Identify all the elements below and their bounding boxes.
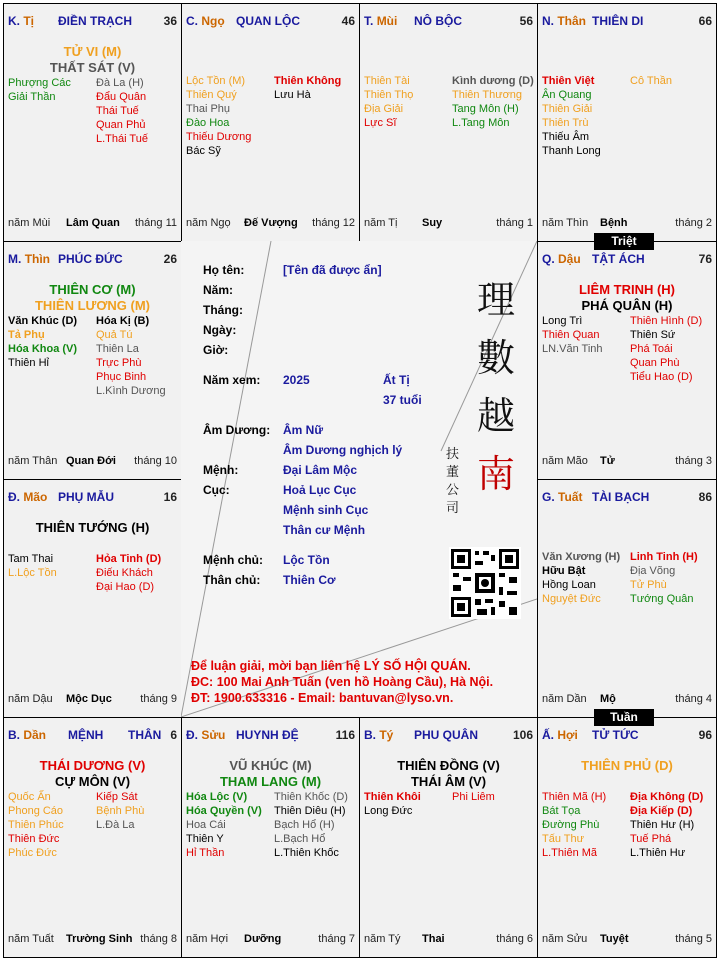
- minor-stars-right: [452, 74, 534, 130]
- at-ti-value: Ất Tị: [383, 373, 410, 387]
- palace-cell-mui[interactable]: [359, 3, 538, 242]
- minor-star: L.Lộc Tồn: [8, 567, 57, 579]
- am-duong-value: Âm Nữ: [283, 423, 324, 437]
- year-label: năm Ngọ: [186, 217, 231, 229]
- ho-ten-label: Họ tên:: [203, 263, 245, 277]
- minor-star: L.Tang Môn: [452, 117, 510, 129]
- minor-stars-right: [96, 76, 148, 146]
- minor-star: Văn Xương (H): [542, 551, 621, 563]
- month-label: tháng 10: [134, 455, 177, 467]
- minor-star: Thiên Diêu (H): [274, 805, 346, 817]
- minor-star: Bát Tọa: [542, 805, 581, 817]
- cuc-label: Cục:: [203, 483, 230, 497]
- minor-star: Thiên Phúc: [8, 819, 64, 831]
- contact-line-1: Để luận giải, mời bạn liên hệ LÝ SỐ HỘI QUÁN.: [191, 659, 471, 673]
- palace-number: 36: [163, 14, 177, 28]
- chi-label: Sửu: [201, 728, 226, 742]
- palace-cell-dau[interactable]: [537, 241, 717, 480]
- minor-star: Đẩu Quân: [96, 91, 147, 103]
- minor-star: Bạch Hổ (H): [274, 819, 335, 831]
- chi-label: Hợi: [557, 728, 578, 742]
- minor-stars-left: [8, 314, 77, 370]
- minor-star: L.Bạch Hổ: [274, 833, 326, 845]
- minor-star: Bác Sỹ: [186, 145, 221, 157]
- than-chu-label: Thân chủ:: [203, 573, 261, 587]
- minor-star: L.Thái Tuế: [96, 133, 148, 145]
- truong-sinh-label: Dưỡng: [244, 933, 282, 945]
- can-label: C.: [186, 14, 198, 28]
- minor-star: Tả Phụ: [8, 329, 45, 341]
- chi-label: Mùi: [376, 14, 398, 28]
- minor-star: Thiên Y: [186, 833, 224, 845]
- ngay-label: Ngày:: [203, 323, 237, 337]
- chi-label: Tị: [23, 14, 35, 28]
- palace-number: 16: [163, 490, 177, 504]
- triet-badge: Triệt: [594, 233, 654, 250]
- menh-value: Đại Lâm Mộc: [283, 463, 358, 477]
- minor-star: Địa Giải: [364, 103, 404, 115]
- minor-star: Thiên Tài: [364, 75, 410, 87]
- can-label: B.: [8, 728, 20, 742]
- minor-star: Hỏa Tinh (D): [96, 553, 162, 565]
- palace-cell-tuat[interactable]: [537, 479, 717, 718]
- minor-star: Thiên Mã (H): [542, 791, 607, 803]
- minor-star: L.Thiên Khốc: [274, 847, 339, 859]
- chi-label: Ngọ: [201, 14, 225, 28]
- minor-star: Tang Môn (H): [452, 103, 519, 115]
- minor-star: Phi Liêm: [452, 791, 495, 803]
- calligraphy-char-3: 越: [476, 394, 515, 438]
- minor-star: Phượng Các: [8, 77, 71, 89]
- truong-sinh-label: Tử: [600, 455, 615, 467]
- am-duong-note: Âm Dương nghịch lý: [283, 443, 403, 457]
- minor-star: Lực Sĩ: [364, 117, 397, 129]
- minor-stars-left: [186, 74, 251, 158]
- menh-label: Mệnh:: [203, 463, 239, 477]
- minor-star: Trực Phù: [96, 357, 142, 369]
- palace-name: QUAN LỘC: [236, 14, 300, 28]
- minor-star: Lưu Hà: [274, 89, 311, 101]
- minor-star: Phong Cáo: [8, 805, 64, 817]
- palace-number: 116: [335, 728, 355, 742]
- minor-star: Thiếu Dương: [186, 131, 252, 143]
- minor-star: Hóa Khoa (V): [8, 343, 78, 355]
- gio-label: Giờ:: [203, 343, 229, 357]
- nam-label: Năm:: [203, 283, 234, 297]
- month-label: tháng 4: [675, 693, 712, 705]
- truong-sinh-label: Mộ: [600, 693, 616, 705]
- minor-star: Tiểu Hao (D): [630, 371, 693, 383]
- minor-star: Long Đức: [364, 805, 413, 817]
- main-star: PHÁ QUÂN (H): [581, 298, 673, 313]
- calligraphy-char-4: 南: [476, 452, 515, 496]
- minor-star: Cô Thần: [630, 75, 672, 87]
- minor-star: Thiếu Âm: [542, 131, 590, 143]
- year-label: năm Tị: [364, 217, 398, 229]
- year-label: năm Mão: [542, 455, 588, 467]
- palace-cell-ty[interactable]: [359, 717, 538, 958]
- year-label: năm Sửu: [542, 933, 588, 945]
- minor-star: Thiên Khốc (D): [274, 791, 348, 803]
- palace-cell-dan[interactable]: [3, 717, 182, 958]
- chi-label: Tý: [379, 728, 394, 742]
- minor-star: Thiên Sứ: [630, 329, 676, 341]
- minor-star: L.Thiên Mã: [542, 847, 598, 859]
- contact-line-2: ĐC: 100 Mai Anh Tuấn (ven hồ Hoàng Cầu), Hà Nội.: [191, 675, 494, 689]
- month-label: tháng 6: [496, 933, 533, 945]
- palace-name: PHỤ MẪU: [58, 490, 114, 504]
- can-label: M.: [8, 252, 22, 266]
- truong-sinh-label: Đế Vượng: [244, 217, 298, 229]
- minor-star: Điếu Khách: [96, 567, 153, 579]
- minor-stars-right: [274, 790, 348, 860]
- minor-star: Thiên Đức: [8, 833, 60, 845]
- cuc-value: Hoả Lục Cục: [283, 483, 357, 497]
- minor-stars-left: [364, 790, 421, 818]
- year-label: năm Tý: [364, 933, 401, 945]
- chi-label: Dậu: [558, 252, 581, 266]
- minor-stars-right: [630, 314, 702, 384]
- palace-cell-hoi[interactable]: [537, 717, 717, 958]
- minor-star: Thiên Khôi: [364, 791, 421, 803]
- minor-stars-left: [542, 74, 601, 158]
- chi-label: Thân: [557, 14, 587, 28]
- month-label: tháng 3: [675, 455, 712, 467]
- minor-star: Hồng Loan: [542, 579, 596, 591]
- nam-xem-value: 2025: [283, 373, 310, 387]
- month-label: tháng 1: [496, 217, 533, 229]
- minor-star: Hữu Bật: [542, 565, 586, 577]
- thang-label: Tháng:: [203, 303, 243, 317]
- month-label: tháng 12: [312, 217, 355, 229]
- palace-number: 56: [519, 14, 533, 28]
- palace-number: 86: [698, 490, 712, 504]
- minor-star: Địa Kiếp (D): [630, 805, 693, 817]
- palace-name: TẬT ÁCH: [592, 252, 645, 266]
- minor-star: Long Trì: [542, 315, 583, 327]
- can-label: Q.: [542, 252, 555, 266]
- minor-star: Nguyệt Đức: [542, 593, 601, 605]
- minor-star: Tam Thai: [8, 553, 54, 565]
- month-label: tháng 7: [318, 933, 355, 945]
- minor-star: Thai Phụ: [186, 103, 231, 115]
- minor-star: Ân Quang: [542, 89, 592, 101]
- palace-number: 26: [163, 252, 177, 266]
- minor-star: Quốc Ấn: [8, 791, 51, 803]
- main-star: THÁI ÂM (V): [410, 774, 487, 789]
- year-label: năm Dậu: [8, 693, 53, 705]
- main-star: THẤT SÁT (V): [49, 60, 136, 75]
- menh-chu-label: Mệnh chủ:: [203, 553, 263, 567]
- palace-name: TÀI BẠCH: [592, 490, 650, 504]
- chi-label: Mão: [23, 490, 48, 504]
- minor-stars-left: [8, 76, 71, 104]
- minor-stars-left: [8, 552, 57, 580]
- menh-chu-value: Lộc Tồn: [283, 553, 330, 567]
- main-star: THIÊN TƯỚNG (H): [35, 520, 150, 535]
- palace-cell-suu[interactable]: [181, 717, 360, 958]
- truong-sinh-label: Suy: [422, 217, 443, 229]
- month-label: tháng 9: [140, 693, 177, 705]
- minor-star: Thiên Trù: [542, 117, 589, 129]
- month-label: tháng 11: [134, 217, 177, 229]
- minor-star: Tướng Quân: [630, 593, 694, 605]
- minor-star: Thiên La: [96, 343, 139, 355]
- minor-star: Thiên Hình (D): [630, 315, 703, 327]
- chi-label: Thìn: [24, 252, 51, 266]
- minor-star: Địa Không (D): [630, 791, 704, 803]
- minor-star: Hóa Lộc (V): [186, 791, 248, 803]
- minor-star: Hóa Quyền (V): [186, 805, 262, 817]
- palace-name: HUYNH ĐỆ: [236, 728, 299, 742]
- calligraphy-side-text: 扶董公司: [446, 447, 460, 516]
- minor-star: Thái Tuế: [96, 105, 139, 117]
- minor-star: Giải Thần: [8, 91, 56, 103]
- qr-code-icon[interactable]: [449, 547, 521, 619]
- month-label: tháng 2: [675, 217, 712, 229]
- year-label: năm Dần: [542, 693, 587, 705]
- truong-sinh-label: Quan Đới: [66, 455, 116, 467]
- minor-star: Kiếp Sát: [96, 791, 138, 803]
- minor-star: Địa Võng: [630, 565, 676, 577]
- main-star: THIÊN LƯƠNG (M): [34, 298, 151, 313]
- palace-number: 46: [341, 14, 355, 28]
- minor-star: Phúc Đức: [8, 847, 57, 859]
- minor-stars-right: [96, 552, 161, 594]
- year-label: năm Tuất: [8, 933, 54, 945]
- minor-star: Đường Phù: [542, 819, 600, 831]
- year-label: năm Thìn: [542, 217, 589, 229]
- palace-name: MỆNH: [68, 728, 104, 742]
- am-duong-label: Âm Dương:: [203, 423, 271, 437]
- can-label: B.: [364, 728, 376, 742]
- minor-star: Hóa Kị (B): [96, 315, 150, 327]
- minor-star: Thiên Hư (H): [630, 819, 695, 831]
- can-label: Ấ.: [542, 728, 554, 742]
- minor-star: Thiên Hỉ: [8, 357, 49, 369]
- truong-sinh-label: Mộc Dục: [66, 693, 112, 705]
- minor-star: Đà La (H): [96, 77, 144, 89]
- palace-cell-ti[interactable]: [3, 3, 182, 242]
- minor-star: Thiên Thương: [452, 89, 523, 101]
- calligraphy-seal: [466, 271, 526, 503]
- main-star: TỬ VI (M): [63, 44, 122, 59]
- minor-star: Thanh Long: [542, 145, 601, 157]
- palace-cell-mao[interactable]: [3, 479, 182, 718]
- minor-stars-right: [630, 74, 672, 88]
- minor-star: Đại Hao (D): [96, 581, 155, 593]
- month-label: tháng 5: [675, 933, 712, 945]
- truong-sinh-label: Tuyệt: [600, 933, 629, 945]
- main-star: THIÊN PHỦ (D): [581, 758, 673, 773]
- palace-name: PHÚC ĐỨC: [58, 252, 123, 266]
- minor-star: Thiên Việt: [542, 75, 595, 87]
- chi-label: Tuất: [558, 490, 583, 504]
- palace-number: 66: [698, 14, 712, 28]
- minor-star: Thiên Thọ: [364, 89, 414, 101]
- minor-star: Lộc Tồn (M): [186, 75, 246, 87]
- nam-xem-label: Năm xem:: [203, 373, 261, 387]
- main-star: LIÊM TRINH (H): [578, 282, 676, 297]
- can-label: Đ.: [8, 490, 20, 504]
- minor-stars-right: [96, 314, 166, 398]
- minor-star: L.Kình Dương: [96, 385, 166, 397]
- minor-star: Linh Tinh (H): [630, 551, 698, 563]
- minor-stars-left: [542, 314, 603, 356]
- palace-name: THIÊN DI: [592, 14, 644, 28]
- minor-star: L.Thiên Hư: [630, 847, 686, 859]
- can-label: Đ.: [186, 728, 198, 742]
- minor-star: Tuế Phá: [630, 833, 672, 845]
- minor-star: L.Đà La: [96, 819, 135, 831]
- minor-star: Thiên Không: [274, 75, 342, 87]
- palace-name: TỬ TỨC: [592, 728, 639, 742]
- minor-star: Hỉ Thần: [186, 847, 225, 859]
- minor-stars-left: [542, 550, 620, 606]
- minor-star: LN.Văn Tinh: [542, 343, 603, 355]
- minor-star: Thiên Giải: [542, 103, 593, 115]
- tuoi-value: 37 tuổi: [383, 393, 422, 407]
- palace-name: NÔ BỘC: [414, 14, 462, 28]
- can-label: G.: [542, 490, 555, 504]
- calligraphy-char-1: 理: [476, 278, 515, 322]
- than-label: THÂN: [128, 728, 162, 742]
- main-star: THÁI DƯƠNG (V): [39, 758, 146, 773]
- palace-number: 6: [170, 728, 177, 742]
- palace-name: PHU QUÂN: [414, 728, 479, 742]
- cuc-note-1: Mệnh sinh Cục: [283, 503, 369, 517]
- minor-stars-right: [96, 790, 144, 832]
- minor-star: Quả Tú: [96, 329, 133, 341]
- main-star: THIÊN CƠ (M): [49, 282, 136, 297]
- month-label: tháng 8: [140, 933, 177, 945]
- truong-sinh-label: Thai: [422, 933, 445, 945]
- cuc-note-2: Thân cư Mệnh: [283, 523, 366, 537]
- main-star: CỰ MÔN (V): [54, 774, 131, 789]
- minor-stars-left: [542, 790, 606, 860]
- calligraphy-char-2: 數: [476, 336, 515, 380]
- minor-stars-left: [186, 790, 262, 860]
- palace-name: ĐIỀN TRẠCH: [58, 14, 132, 28]
- tuan-badge: Tuần: [594, 709, 654, 726]
- truong-sinh-label: Trường Sinh: [66, 933, 133, 945]
- chi-label: Dần: [23, 728, 47, 742]
- main-star: THIÊN ĐỒNG (V): [397, 758, 500, 773]
- minor-star: Tấu Thư: [542, 833, 585, 845]
- contact-line-3: ĐT: 1900.633316 - Email: bantuvan@lyso.vn.: [191, 691, 454, 705]
- minor-star: Quan Phủ: [96, 119, 146, 131]
- palace-number: 76: [698, 252, 712, 266]
- truong-sinh-label: Bệnh: [600, 217, 628, 229]
- center-info-panel: [181, 241, 537, 717]
- main-star: THAM LANG (M): [219, 774, 322, 789]
- year-label: năm Thân: [8, 455, 58, 467]
- palace-cell-ngo[interactable]: [181, 3, 360, 242]
- palace-cell-than[interactable]: [537, 3, 717, 242]
- minor-star: Thiên Quý: [186, 89, 237, 101]
- minor-stars-right: [274, 74, 341, 102]
- minor-star: Quan Phù: [630, 357, 680, 369]
- minor-stars-right: [630, 790, 703, 860]
- minor-star: Đào Hoa: [186, 117, 230, 129]
- can-label: T.: [364, 14, 374, 28]
- minor-star: Thiên Quan: [542, 329, 600, 341]
- minor-stars-right: [630, 550, 698, 606]
- minor-stars-left: [8, 790, 64, 860]
- minor-star: Phục Binh: [96, 371, 147, 383]
- minor-star: Hoa Cái: [186, 819, 226, 831]
- than-chu-value: Thiên Cơ: [283, 573, 336, 587]
- minor-star: Văn Khúc (D): [8, 315, 78, 327]
- palace-number: 106: [512, 728, 533, 742]
- truong-sinh-label: Lâm Quan: [66, 217, 120, 229]
- minor-star: Bệnh Phù: [96, 805, 145, 817]
- palace-number: 96: [698, 728, 712, 742]
- can-label: K.: [8, 14, 20, 28]
- minor-star: Phá Toái: [630, 343, 673, 355]
- year-label: năm Hợi: [186, 933, 229, 945]
- palace-cell-thin[interactable]: [3, 241, 182, 480]
- main-star: VŨ KHÚC (M): [229, 758, 312, 773]
- ho-ten-value: [Tên đã được ẩn]: [283, 263, 382, 277]
- minor-stars-left: [364, 74, 413, 130]
- year-label: năm Mùi: [8, 217, 51, 229]
- minor-star: Kình dương (D): [452, 75, 534, 87]
- can-label: N.: [542, 14, 554, 28]
- minor-star: Tử Phù: [630, 579, 667, 591]
- minor-stars-right: [452, 790, 495, 804]
